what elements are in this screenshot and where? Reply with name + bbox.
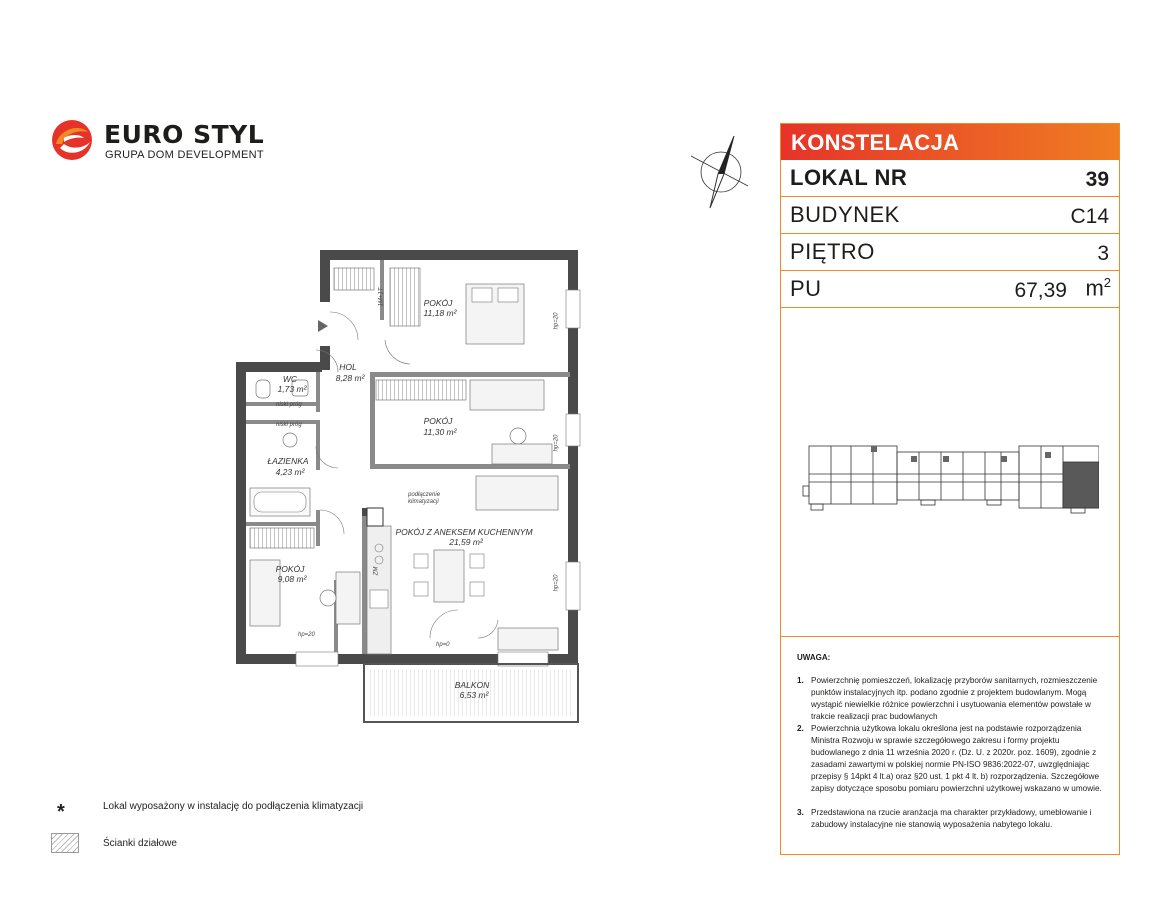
row-value: 3 xyxy=(1097,242,1109,265)
row-label: BUDYNEK xyxy=(790,202,900,227)
room-area: 21,59 m² xyxy=(449,537,483,547)
legend-ac-text: Lokal wyposażony w instalację do podłączenia klimatyzacji xyxy=(103,801,364,812)
row-lokal-nr xyxy=(781,160,1119,197)
row-pu xyxy=(781,271,1119,308)
room-area: 8,28 m² xyxy=(335,373,365,383)
threshold-note: niski próg xyxy=(276,402,302,408)
room-name: ŁAZIENKA xyxy=(267,456,309,466)
room-name: HOL xyxy=(339,362,357,372)
room-area: 11,30 m² xyxy=(423,427,457,437)
room-name: POKÓJ xyxy=(275,564,305,574)
legend-ac-symbol: * xyxy=(57,801,65,823)
logo-subtitle: GRUPA DOM DEVELOPMENT xyxy=(105,149,264,161)
window-height-note: hp=20 xyxy=(298,632,315,638)
window-height-note: hp=20 xyxy=(553,312,560,330)
floor-plan-drawing xyxy=(230,250,590,730)
building-key-plan xyxy=(801,434,1099,524)
row-label: LOKAL NR xyxy=(790,165,908,190)
room-area: 9,08 m² xyxy=(277,574,307,584)
row-label: PIĘTRO xyxy=(790,239,875,264)
row-value: C14 xyxy=(1070,205,1109,228)
room-area: 4,23 m² xyxy=(275,467,305,477)
panel-header xyxy=(781,124,1119,160)
room-name: POKÓJ xyxy=(423,416,453,426)
fridge-note: ZM xyxy=(373,566,380,576)
legend-partition-text: Ścianki działowe xyxy=(103,838,177,849)
note-item: 3. Przedstawiona na rzucie aranżacja ma charakter przykładowy, umeblowanie i zabudowy instalacyjne nie stanowią wyposażenia nabytego lokalu. xyxy=(797,808,1092,829)
room-area: 6,53 m² xyxy=(459,690,489,700)
ac-connection-note: podłączenie klimatyzacji xyxy=(408,492,441,505)
notes-title: UWAGA: xyxy=(797,653,831,662)
row-value: 67,39 xyxy=(1014,279,1067,302)
apartment-info-panel xyxy=(780,123,1120,855)
note-item: 1. Powierzchnię pomieszczeń, lokalizację przyborów sanitarnych, rozmieszczenie punktów instalacyjnych itp. podano zgodnie z projektem budowlanym. Mogą wystąpić niewielkie różnice powierzchni i usytuowania elementów powstałe w trakcie realizacji prac budowlanych xyxy=(797,676,1098,721)
window-height-note: hp=20 xyxy=(553,434,560,452)
area-unit: $m^2$ xyxy=(1085,275,1111,301)
room-name: POKÓJ xyxy=(423,298,453,308)
note-item: 2. Powierzchnia użytkowa lokalu określona jest na podstawie rozporządzenia Ministra Rozwoju w sprawie szczegółowego zakresu i formy projektu budowlanego z dnia 11 września 2020 r. (Dz. U. z 2020r. poz. 1609), zgodnie z zasadami zawartymi w polskiej normie PN-ISO 9836:2022-07, uwzględniając przepisy § 14pkt 4 lt.a) oraz §20 ust. 1 pkt 4 lt. b) rozporządzenia. Szczegółowe zapisy dotyczące sposobu pomiaru powierzchni użytkowej wskazano w umowie. xyxy=(797,724,1102,793)
logo-name: EURO STYL xyxy=(104,120,265,149)
logo-mark-icon xyxy=(50,118,94,162)
notes-section xyxy=(781,636,1119,855)
row-value: 39 xyxy=(1085,168,1109,191)
row-label: PU xyxy=(790,276,822,301)
window-height-note: hp=20 xyxy=(553,574,560,592)
legend-partition-swatch xyxy=(51,833,79,853)
euro-styl-logo xyxy=(50,118,270,168)
floor-plan xyxy=(230,250,590,730)
room-area: 1,73 m² xyxy=(277,384,307,394)
door-height-note: hp=0 xyxy=(436,642,450,648)
wardrobe-note: 1M+1T xyxy=(378,287,385,307)
room-name: BALKON xyxy=(454,680,490,690)
threshold-note: niski próg xyxy=(276,422,302,428)
room-name: WC xyxy=(282,374,298,384)
room-area: 11,18 m² xyxy=(423,308,457,318)
row-pietro xyxy=(781,234,1119,271)
room-name: POKÓJ Z ANEKSEM KUCHENNYM xyxy=(395,527,533,537)
row-budynek xyxy=(781,197,1119,234)
north-compass-icon xyxy=(688,134,752,212)
investment-name: KONSTELACJA xyxy=(791,130,960,155)
